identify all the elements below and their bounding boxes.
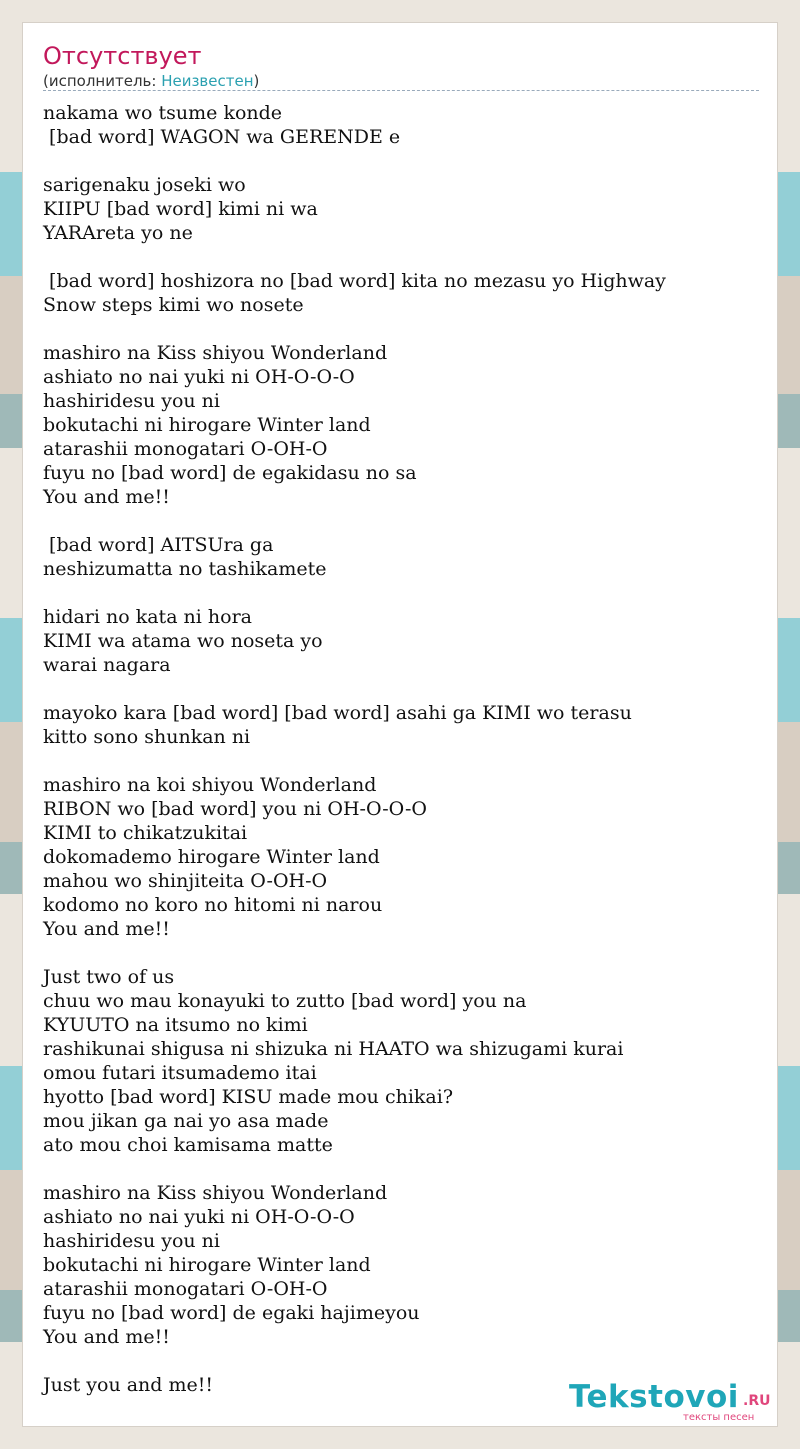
lyric-line: atarashii monogatari O-OH-O [43, 1278, 328, 1300]
artist-prefix: (исполнитель: [43, 72, 162, 90]
lyric-line: ashiato no nai yuki ni OH-O-O-O [43, 366, 355, 388]
logo-tld: .RU [743, 1393, 771, 1409]
lyric-line: omou futari itsumademo itai [43, 1062, 317, 1084]
lyric-line: mashiro na Kiss shiyou Wonderland [43, 342, 388, 364]
lyric-line: RIBON wo [bad word] you ni OH-O-O-O [43, 798, 427, 820]
lyric-line: [bad word] WAGON wa GERENDE e [43, 126, 401, 148]
lyric-line: mayoko kara [bad word] [bad word] asahi ga KIMI wo terasu [43, 702, 632, 724]
lyric-line: KYUUTO na itsumo no kimi [43, 1014, 308, 1036]
lyric-line [43, 317, 759, 341]
lyric-line [43, 749, 759, 773]
song-title: Отсутствует [43, 42, 202, 70]
lyric-line: [bad word] hoshizora no [bad word] kita no mezasu yo Highway [43, 270, 666, 292]
lyric-line: YARAreta yo ne [43, 222, 193, 244]
logo-name: Tekstovoi [569, 1379, 739, 1415]
lyric-line: chuu wo mau konayuki to zutto [bad word] you na [43, 990, 527, 1012]
lyric-line [43, 581, 759, 605]
lyric-line [43, 677, 759, 701]
lyrics-text [43, 101, 759, 1397]
lyric-line [43, 941, 759, 965]
lyric-line: mou jikan ga nai yo asa made [43, 1110, 329, 1132]
title-divider [43, 90, 759, 91]
lyrics-card [22, 22, 778, 1427]
site-logo[interactable] [569, 1379, 779, 1425]
lyric-line: neshizumatta no tashikamete [43, 558, 327, 580]
lyric-line: fuyu no [bad word] de egaki hajimeyou [43, 1302, 420, 1324]
lyric-line: KIMI to chikatzukitai [43, 822, 248, 844]
lyric-line: rashikunai shigusa ni shizuka ni HAATO wa shizugami kurai [43, 1038, 624, 1060]
lyric-line [43, 1349, 759, 1373]
lyric-line: dokomademo hirogare Winter land [43, 846, 380, 868]
lyric-line: hidari no kata ni hora [43, 606, 252, 628]
lyric-line: atarashii monogatari O-OH-O [43, 438, 328, 460]
lyric-line: You and me!! [43, 486, 170, 508]
lyric-line: kodomo no koro no hitomi ni narou [43, 894, 383, 916]
artist-suffix: ) [253, 72, 260, 90]
lyric-line: Just two of us [43, 966, 175, 988]
lyric-line: mahou wo shinjiteita O-OH-O [43, 870, 328, 892]
lyric-line: You and me!! [43, 918, 170, 940]
lyric-line: KIIPU [bad word] kimi ni wa [43, 198, 318, 220]
lyric-line: hashiridesu you ni [43, 390, 220, 412]
lyric-line: sarigenaku joseki wo [43, 174, 246, 196]
lyric-line: bokutachi ni hirogare Winter land [43, 414, 371, 436]
lyric-line [43, 1157, 759, 1181]
lyric-line: fuyu no [bad word] de egakidasu no sa [43, 462, 417, 484]
lyric-line: bokutachi ni hirogare Winter land [43, 1254, 371, 1276]
lyric-line: kitto sono shunkan ni [43, 726, 251, 748]
artist-link[interactable]: Неизвестен [161, 72, 254, 90]
lyric-line: mashiro na Kiss shiyou Wonderland [43, 1182, 388, 1204]
lyric-line: hyotto [bad word] KISU made mou chikai? [43, 1086, 454, 1108]
lyric-line [43, 245, 759, 269]
lyric-line: Just you and me!! [43, 1374, 214, 1396]
lyric-line [43, 509, 759, 533]
lyric-line: ashiato no nai yuki ni OH-O-O-O [43, 1206, 355, 1228]
lyric-line: mashiro na koi shiyou Wonderland [43, 774, 377, 796]
lyric-line: nakama wo tsume konde [43, 102, 283, 124]
logo-tagline: тексты песен [683, 1412, 755, 1423]
lyric-line: [bad word] AITSUra ga [43, 534, 274, 556]
lyric-line: You and me!! [43, 1326, 170, 1348]
lyric-line: ato mou choi kamisama matte [43, 1134, 333, 1156]
lyric-line: Snow steps kimi wo nosete [43, 294, 304, 316]
lyric-line: warai nagara [43, 654, 171, 676]
lyric-line: KIMI wa atama wo noseta yo [43, 630, 323, 652]
lyric-line [43, 149, 759, 173]
artist-line [43, 71, 259, 91]
lyric-line: hashiridesu you ni [43, 1230, 220, 1252]
